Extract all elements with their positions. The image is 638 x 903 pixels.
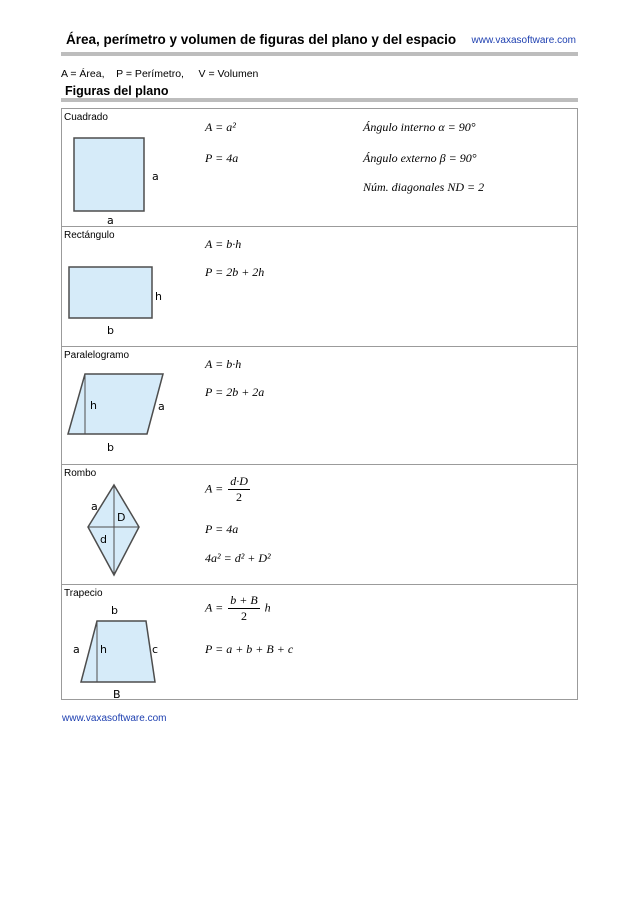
parallelogram-shape [68, 374, 163, 434]
figure-name: Paralelogramo [64, 350, 130, 361]
page-header [61, 31, 578, 51]
formula-exterior-angle: Ángulo externo β = 90° [363, 151, 477, 165]
label-h: h [100, 643, 107, 656]
label-a: a [73, 643, 80, 656]
rhombus-diagram [62, 465, 202, 585]
figure-row-paralelogramo [62, 347, 577, 465]
figure-row-rombo [62, 465, 577, 585]
label-b: b [107, 441, 114, 454]
formula-diagonals: Núm. diagonales ND = 2 [363, 180, 485, 194]
formula-area: A = a² [205, 120, 236, 134]
figure-name: Cuadrado [64, 112, 108, 123]
label-b: b [111, 604, 118, 617]
label-h: h [155, 290, 162, 303]
figure-row-cuadrado [62, 109, 577, 227]
label-b: b [107, 324, 114, 337]
legend-text: A = Área, P = Perímetro, V = Volumen [61, 68, 259, 80]
figures-table [61, 108, 578, 700]
label-a-bottom: a [107, 214, 114, 227]
label-a-right: a [152, 170, 159, 183]
square-diagram [62, 109, 202, 227]
figure-name: Rectángulo [64, 230, 115, 241]
label-a: a [158, 400, 165, 413]
parallelogram-diagram [62, 347, 202, 465]
label-B: B [113, 688, 121, 701]
page-title: Área, perímetro y volumen de figuras del plano y del espacio [66, 32, 457, 47]
formula-perimeter: P = a + b + B + c [205, 642, 294, 656]
area-fraction: $\frac{b + B}{2}$ [230, 593, 258, 623]
section-title: Figuras del plano [65, 84, 169, 98]
formula-area: A = $\frac{b + B}{2}$ h [205, 593, 271, 623]
rectangle-diagram [62, 227, 202, 347]
formula-perimeter: P = 2b + 2h [205, 265, 265, 279]
trapezoid-shape [81, 621, 155, 682]
figure-name: Rombo [64, 468, 97, 479]
header-rule [61, 52, 578, 56]
site-link-top[interactable]: www.vaxasoftware.com [471, 35, 576, 46]
label-c: c [152, 643, 159, 656]
formula-area: A = $\frac{d\cdot D}{2}$ [205, 474, 248, 504]
label-a: a [91, 500, 98, 513]
figure-name: Trapecio [64, 588, 103, 599]
formula-perimeter: P = 2b + 2a [205, 385, 265, 399]
label-D: D [117, 511, 126, 524]
site-link-bottom[interactable]: www.vaxasoftware.com [62, 713, 167, 724]
section-rule [61, 98, 578, 102]
figure-row-trapecio [62, 585, 577, 701]
formula-side-relation: 4a² = d² + D² [205, 551, 271, 565]
trapezoid-diagram [62, 585, 202, 701]
formula-area: A = b·h [205, 357, 242, 371]
formula-perimeter: P = 4a [205, 522, 239, 536]
area-fraction: $\frac{d\cdot D}{2}$ [230, 474, 248, 504]
formula-perimeter: P = 4a [205, 151, 239, 165]
rectangle-shape [69, 267, 152, 318]
label-d: d [100, 533, 107, 546]
label-h: h [90, 399, 97, 412]
formula-interior-angle: Ángulo interno α = 90° [363, 120, 476, 134]
square-shape [74, 138, 144, 211]
formula-area: A = b·h [205, 237, 242, 251]
figure-row-rectangulo [62, 227, 577, 347]
